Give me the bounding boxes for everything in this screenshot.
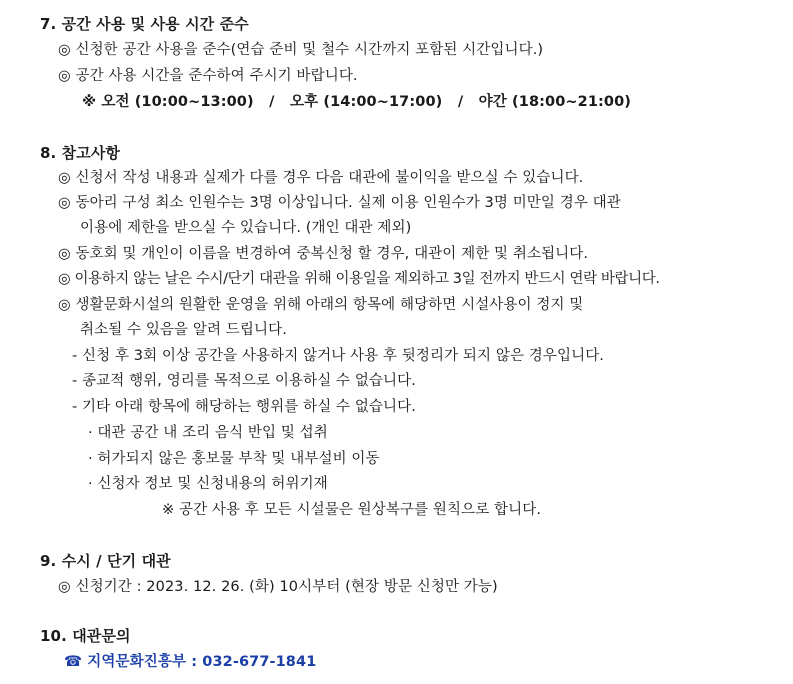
section-8-line-7: 취소될 수 있음을 알려 드립니다. — [80, 322, 287, 338]
section-9-title: 9. 수시 / 단기 대관 — [40, 552, 171, 570]
section-8-line-9: - 종교적 행위, 영리를 목적으로 이용하실 수 없습니다. — [72, 373, 416, 389]
section-7-item-1: ◎ 신청한 공간 사용을 준수(연습 준비 및 철수 시간까지 포함된 시간입니다.) — [58, 42, 544, 58]
section-7-item-2: ◎ 공간 사용 시간을 준수하여 주시기 바랍니다. — [58, 68, 358, 84]
section-10-title: 10. 대관문의 — [40, 627, 131, 645]
section-8-line-10: - 기타 아래 항목에 해당하는 행위를 하실 수 없습니다. — [72, 399, 416, 415]
section-7-times: ※ 오전 (10:00~13:00) / 오후 (14:00~17:00) / 야간 (18:00~21:00) — [82, 94, 632, 110]
section-8-line-3: 이용에 제한을 받으실 수 있습니다. (개인 대관 제외) — [80, 220, 412, 236]
section-8-title: 8. 참고사항 — [40, 144, 121, 162]
section-8-line-4: ◎ 동호회 및 개인이 이름을 변경하여 중복신청 할 경우, 대관이 제한 및 취소됩니다. — [58, 246, 589, 262]
section-8-line-5: ◎ 이용하지 않는 날은 수시/단기 대관을 위해 이용일을 제외하고 3일 전까지 반드시 연락 바랍니다. — [58, 271, 660, 287]
section-8-line-12: · 허가되지 않은 홍보물 부착 및 내부설비 이동 — [88, 451, 380, 467]
section-8-line-2: ◎ 동아리 구성 최소 인원수는 3명 이상입니다. 실제 이용 인원수가 3명 미만일 경우 대관 — [58, 195, 621, 211]
section-8-line-11: · 대관 공간 내 조리 음식 반입 및 섭취 — [88, 425, 328, 441]
section-8-line-13: · 신청자 정보 및 신청내용의 허위기재 — [88, 476, 328, 492]
section-8-line-6: ◎ 생활문화시설의 원활한 운영을 위해 아래의 항목에 해당하면 시설사용이 정지 및 — [58, 297, 584, 313]
contact-line: ☎ 지역문화진흥부 : 032-677-1841 — [64, 654, 317, 670]
section-8-line-1: ◎ 신청서 작성 내용과 실제가 다를 경우 다음 대관에 불이익을 받으실 수 있습니다. — [58, 170, 584, 186]
section-8-line-14: ※ 공간 사용 후 모든 시설물은 원상복구를 원칙으로 합니다. — [162, 502, 542, 518]
section-8-line-8: - 신청 후 3회 이상 공간을 사용하지 않거나 사용 후 뒷정리가 되지 않은 경우입니다. — [72, 348, 605, 364]
section-7-title: 7. 공간 사용 및 사용 시간 준수 — [40, 15, 249, 33]
section-9-item: ◎ 신청기간 : 2023. 12. 26. (화) 10시부터 (현장 방문 신청만 가능) — [58, 579, 498, 595]
